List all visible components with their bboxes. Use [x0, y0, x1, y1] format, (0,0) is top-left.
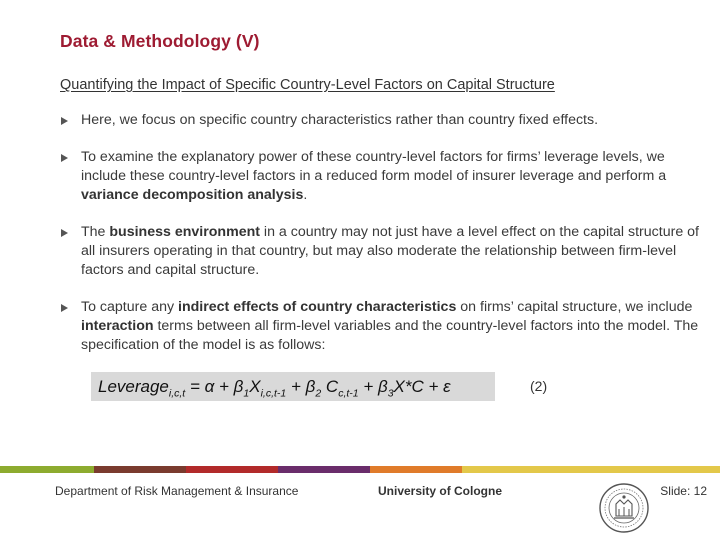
bullet-emphasis: business environment [109, 224, 260, 240]
color-bar-segment [94, 466, 186, 473]
bullet-arrow-icon [61, 229, 68, 237]
bullet-emphasis: indirect effects of country characteristics [178, 299, 457, 315]
bullet-text: terms between all firm-level variables and the country-level factors into the model. The specification of the model is as follows: [81, 318, 699, 353]
bullet-emphasis: interaction [81, 318, 154, 334]
model-formula [91, 372, 495, 401]
formula-b2-sub: 2 [315, 387, 322, 400]
formula-b1-sub: 1 [243, 387, 250, 400]
color-bar-segment [278, 466, 370, 473]
formula-b3-sub: 3 [387, 387, 394, 400]
formula-c2: C [321, 377, 339, 396]
color-bar-segment [370, 466, 462, 473]
bullet-emphasis: variance decomposition analysis [81, 187, 304, 203]
bullet-item [60, 223, 700, 280]
bullet-text: To examine the explanatory power of these country-level factors for firms’ leverage levels, we include these country-level factors in a reduced form model of insurer leverage and perform a [81, 149, 667, 184]
university-seal-icon [598, 482, 650, 534]
bullet-text: To capture any [81, 299, 179, 315]
footer-color-bar [0, 466, 720, 473]
slide-title: Data & Methodology (V) [60, 31, 260, 51]
bullet-arrow-icon [61, 154, 68, 162]
formula-plus3: + β [358, 377, 388, 396]
color-bar-segment [0, 466, 94, 473]
bullet-text: in a country may not just have a level effect on the capital structure of all insurers operating in that country, but may also moderate the relationship between firm-level factors and capital structure. [81, 224, 699, 278]
color-bar-segment [186, 466, 278, 473]
footer-university: University of Cologne [378, 484, 503, 498]
footer-department: Department of Risk Management & Insurance [55, 484, 299, 498]
slide-subtitle: Quantifying the Impact of Specific Country-Level Factors on Capital Structure [60, 77, 555, 93]
bullet-text: Here, we focus on specific country characteristics rather than country fixed effects. [81, 112, 599, 128]
formula-c2-sub: c,t-1 [338, 387, 359, 400]
formula-eq: = α + β [185, 377, 244, 396]
slide-number: Slide: 12 [660, 484, 707, 498]
formula-tail: X*C + ε [393, 377, 451, 396]
bullet-item [60, 111, 700, 130]
formula-x1: X [249, 377, 261, 396]
bullet-arrow-icon [61, 117, 68, 125]
bullet-list [60, 111, 700, 355]
bullet-text: . [303, 187, 308, 203]
formula-lhs-sub: i,c,t [168, 387, 186, 400]
bullet-item [60, 148, 700, 205]
bullet-text: on firms’ capital structure, we include [456, 299, 693, 315]
formula-x1-sub: i,c,t-1 [260, 387, 287, 400]
formula-lhs: Leverage [98, 377, 169, 396]
formula-plus2: + β [286, 377, 316, 396]
color-bar-segment [554, 466, 720, 473]
color-bar-segment [462, 466, 554, 473]
bullet-arrow-icon [61, 304, 68, 312]
bullet-item [60, 298, 700, 355]
bullet-text: The [81, 224, 110, 240]
equation-number: (2) [530, 378, 548, 394]
